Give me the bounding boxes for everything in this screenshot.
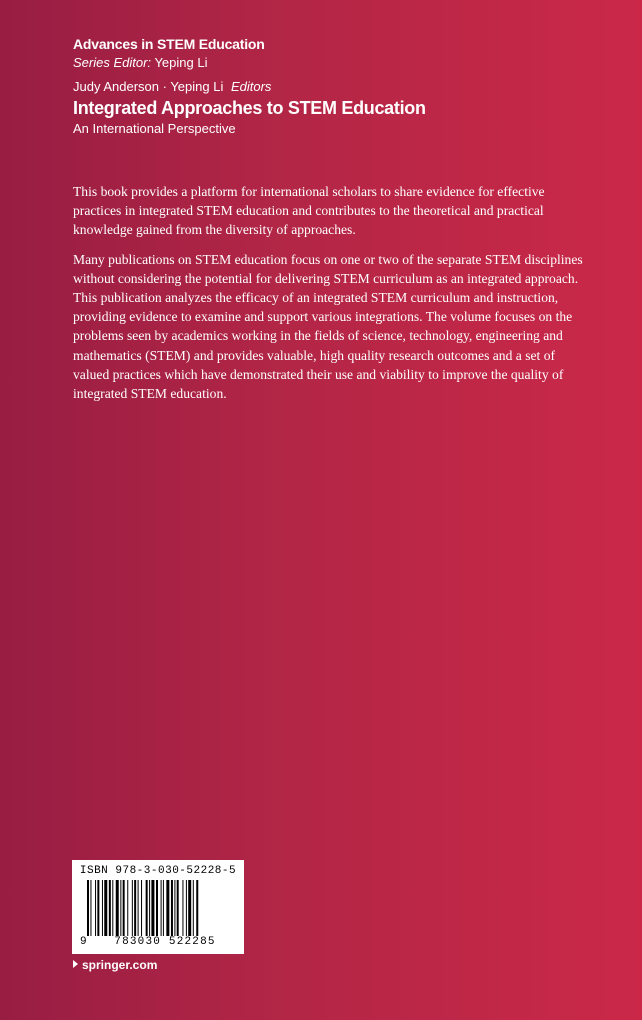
barcode-digits-rest: 783030 522285	[114, 936, 216, 948]
cover-header	[73, 34, 593, 138]
publisher-website[interactable]	[73, 958, 157, 972]
book-blurb	[73, 182, 585, 413]
book-editors-role: Editors	[230, 79, 272, 94]
barcode-digit-first: 9	[80, 936, 87, 948]
series-editor-role: Series Editor:	[73, 55, 152, 70]
publisher-website-label: springer.com	[82, 958, 158, 972]
series-editor-name: Yeping Li	[154, 55, 208, 70]
isbn-barcode	[72, 860, 244, 954]
triangle-right-icon	[73, 960, 78, 968]
isbn-label: ISBN 978-3-030-52228-5	[79, 865, 237, 877]
book-subtitle: An International Perspective	[73, 121, 236, 136]
barcode-digits	[78, 936, 238, 949]
series-editor	[73, 54, 593, 72]
book-editors-names: Judy Anderson · Yeping Li	[73, 79, 224, 94]
blurb-paragraph-1: This book provides a platform for international scholars to share evidence for effective practices in integrated STEM education and contributes to the theoretical and practical knowledge gained from the diversity of approaches.	[73, 184, 545, 238]
blurb-paragraph-2: Many publications on STEM education focus on one or two of the separate STEM disciplines without considering the potential for delivering STEM curriculum as an integrated approach. This publication analyzes the efficacy of an integrated STEM curriculum and instruction, providing evidence to examine and support various integrations. The volume focuses on the problems seen by academics working in the fields of science, technology, engineering and mathematics (STEM) and provides valuable, high quality research outcomes and a set of valued practices which have demonstrated their use and viability to improve the quality of integrated STEM education.	[73, 251, 583, 402]
barcode-bars	[83, 880, 233, 936]
series-title: Advances in STEM Education	[73, 36, 265, 52]
book-title: Integrated Approaches to STEM Education	[73, 98, 426, 118]
book-editors	[73, 78, 593, 96]
